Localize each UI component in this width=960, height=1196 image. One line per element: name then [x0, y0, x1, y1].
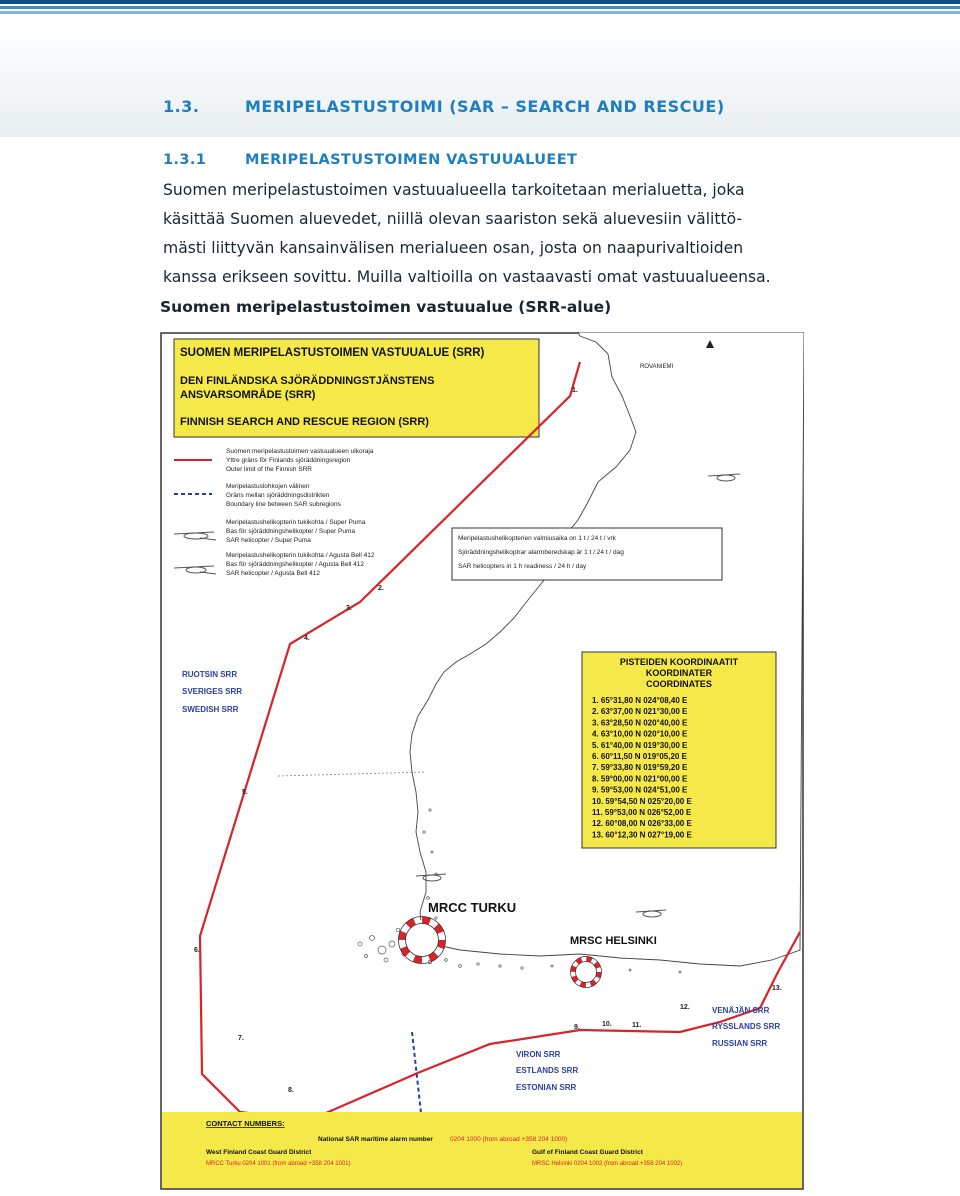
contact-heading: CONTACT NUMBERS:	[206, 1119, 285, 1128]
legend-puma-fi: Meripelastushelikopterin tukikohta / Super Puma	[226, 519, 366, 526]
estonia-srr-en: ESTONIAN SRR	[516, 1083, 577, 1092]
coordinate-row: 9. 59°53,00 N 024°51,00 E	[592, 785, 688, 795]
point-label: 9.	[574, 1024, 580, 1031]
legend-agusta-fi: Meripelastushelikopterin tukikohta / Agusta Bell 412	[226, 552, 375, 559]
contact-gulf-value: MRSC Helsinki 0204 1002 (from abroad +358 204 1002)	[532, 1161, 683, 1167]
legend-puma-sv: Bas för sjöräddningshelikopter / Super Puma	[226, 528, 355, 535]
readiness-fi: Meripelastushelikopterien valmiusaika on 1 t / 24 t / vrk	[458, 535, 616, 542]
point-label: 5.	[242, 789, 248, 796]
paragraph-line: kanssa erikseen sovittu. Muilla valtioilla on vastaavasti omat vastuualueensa.	[163, 268, 771, 286]
legend-boundary-fi: Meripelastuslohkojen välinen	[226, 483, 310, 490]
legend-outer-en: Outer limit of the Finnish SRR	[226, 466, 312, 473]
point-label: 2.	[378, 585, 384, 592]
coordinate-row: 2. 63°37,00 N 021°30,00 E	[592, 707, 688, 717]
srr-map	[160, 332, 804, 1190]
map-title-fi: SUOMEN MERIPELASTUSTOIMEN VASTUUALUE (SRR)	[180, 347, 485, 359]
coordinate-row: 3. 63°28,50 N 020°40,00 E	[592, 718, 688, 728]
section-heading	[163, 97, 725, 116]
point-label: 6.	[194, 947, 200, 954]
legend-outer-fi: Suomen meripelastustoimen vastuualueen ulkoraja	[226, 448, 374, 455]
header-band	[0, 20, 960, 137]
body-paragraph	[163, 176, 843, 292]
russia-srr-sv: RYSSLANDS SRR	[712, 1022, 781, 1031]
readiness-sv: Sjöräddningshelikoptrar alarmberedskap är 1 t / 24 t / dag	[458, 549, 624, 556]
legend-boundary-sv: Gräns mellan sjöräddningsdistrikten	[226, 492, 330, 499]
russia-srr-en: RUSSIAN SRR	[712, 1039, 768, 1048]
point-label: 10.	[602, 1021, 612, 1028]
contact-national-value: 0204 1000 (from abroad +358 204 1000)	[450, 1136, 568, 1143]
srr-map-svg	[160, 332, 804, 1190]
coordinate-row: 12. 60°08,00 N 026°33,00 E	[592, 819, 692, 829]
legend-puma-en: SAR helicopter / Super Puma	[226, 537, 311, 544]
estonia-srr-sv: ESTLANDS SRR	[516, 1066, 579, 1075]
subsection-heading	[163, 152, 577, 168]
mrsc-helsinki-label: MRSC HELSINKI	[570, 935, 657, 947]
legend-outer-sv: Yttre gräns för Finlands sjöräddningsregion	[226, 457, 351, 464]
paragraph-line: käsittää Suomen aluevedet, niillä olevan saariston sekä aluevesiin välittö-	[163, 210, 743, 228]
coordinate-row: 10. 59°54,50 N 025°20,00 E	[592, 796, 692, 806]
sweden-srr-en: SWEDISH SRR	[182, 705, 239, 714]
coordinate-row: 4. 63°10,00 N 020°10,00 E	[592, 729, 688, 739]
coordinate-row: 5. 61°40,00 N 019°30,00 E	[592, 740, 688, 750]
coords-title-fi: PISTEIDEN KOORDINAATIT	[619, 657, 739, 667]
legend-boundary-en: Boundary line between SAR subregions	[226, 501, 341, 508]
sweden-srr-sv: SVERIGES SRR	[182, 687, 243, 696]
coords-title-en: COORDINATES	[646, 679, 712, 689]
contact-west-value: MRCC Turku 0204 1001 (from abroad +358 204 1001)	[206, 1161, 351, 1167]
point-label: 4.	[304, 635, 310, 642]
estonia-srr-fi: VIRON SRR	[516, 1050, 561, 1059]
section-number: 1.3.	[163, 97, 200, 116]
sweden-srr-fi: RUOTSIN SRR	[182, 670, 238, 679]
coordinate-row: 11. 59°53,00 N 026°52,00 E	[592, 808, 692, 817]
rovaniemi-label: ROVANIEMI	[640, 364, 674, 370]
coordinate-row: 7. 59°33,80 N 019°59,20 E	[592, 763, 688, 773]
paragraph-line: Suomen meripelastustoimen vastuualueella tarkoitetaan merialuetta, joka	[163, 181, 745, 199]
coordinate-row: 6. 60°11,50 N 019°05,20 E	[592, 752, 687, 761]
contact-national-label: National SAR maritime alarm number	[318, 1136, 433, 1143]
readiness-en: SAR helicopters in 1 h readiness / 24 h / day	[458, 563, 587, 570]
figure-caption: Suomen meripelastustoimen vastuualue (SRR-alue)	[160, 298, 612, 316]
mrcc-turku-label: MRCC TURKU	[428, 900, 517, 915]
point-label: 11.	[632, 1022, 642, 1029]
russia-srr-fi: VENÄJÄN SRR	[712, 1006, 770, 1015]
section-title: MERIPELASTUSTOIMI (SAR – SEARCH AND RESCUE)	[245, 97, 725, 116]
mrcc-lifebuoy-icon	[399, 917, 446, 964]
contact-gulf-label: Gulf of Finland Coast Guard District	[532, 1149, 643, 1156]
point-label: 7.	[238, 1035, 244, 1042]
map-title-en: FINNISH SEARCH AND RESCUE REGION (SRR)	[180, 416, 429, 428]
legend-agusta-sv: Bas för sjöräddningshelikopter / Agusta Bell 412	[226, 561, 365, 568]
point-label: 8.	[288, 1087, 294, 1094]
paragraph-line: mästi liittyvän kansainvälisen merialueen osan, josta on naapurivaltioiden	[163, 239, 744, 257]
point-label: 13.	[772, 985, 782, 992]
coordinate-row: 8. 59°00,00 N 021°00,00 E	[592, 774, 688, 784]
point-label: 1.	[572, 387, 578, 394]
contact-west-label: West Finland Coast Guard District	[206, 1149, 312, 1156]
subsection-title: MERIPELASTUSTOIMEN VASTUUALUEET	[245, 152, 578, 168]
subsection-number: 1.3.1	[163, 152, 207, 168]
coordinate-row: 13. 60°12,30 N 027°19,00 E	[592, 830, 692, 840]
legend-agusta-en: SAR helicopter / Agusta Bell 412	[226, 570, 320, 577]
coordinate-row: 1. 65°31,80 N 024°08,40 E	[592, 696, 688, 705]
map-title-sv: DEN FINLÄNDSKA SJÖRÄDDNINGSTJÄNSTENS	[180, 375, 435, 387]
top-decorative-bar	[0, 0, 960, 20]
mrsc-lifebuoy-icon	[571, 957, 602, 988]
coords-title-sv: KOORDINATER	[645, 668, 713, 678]
point-label: 12.	[680, 1004, 690, 1011]
point-label: 3.	[346, 605, 352, 612]
map-title-sv2: ANSVARSOMRÅDE (SRR)	[180, 389, 316, 401]
